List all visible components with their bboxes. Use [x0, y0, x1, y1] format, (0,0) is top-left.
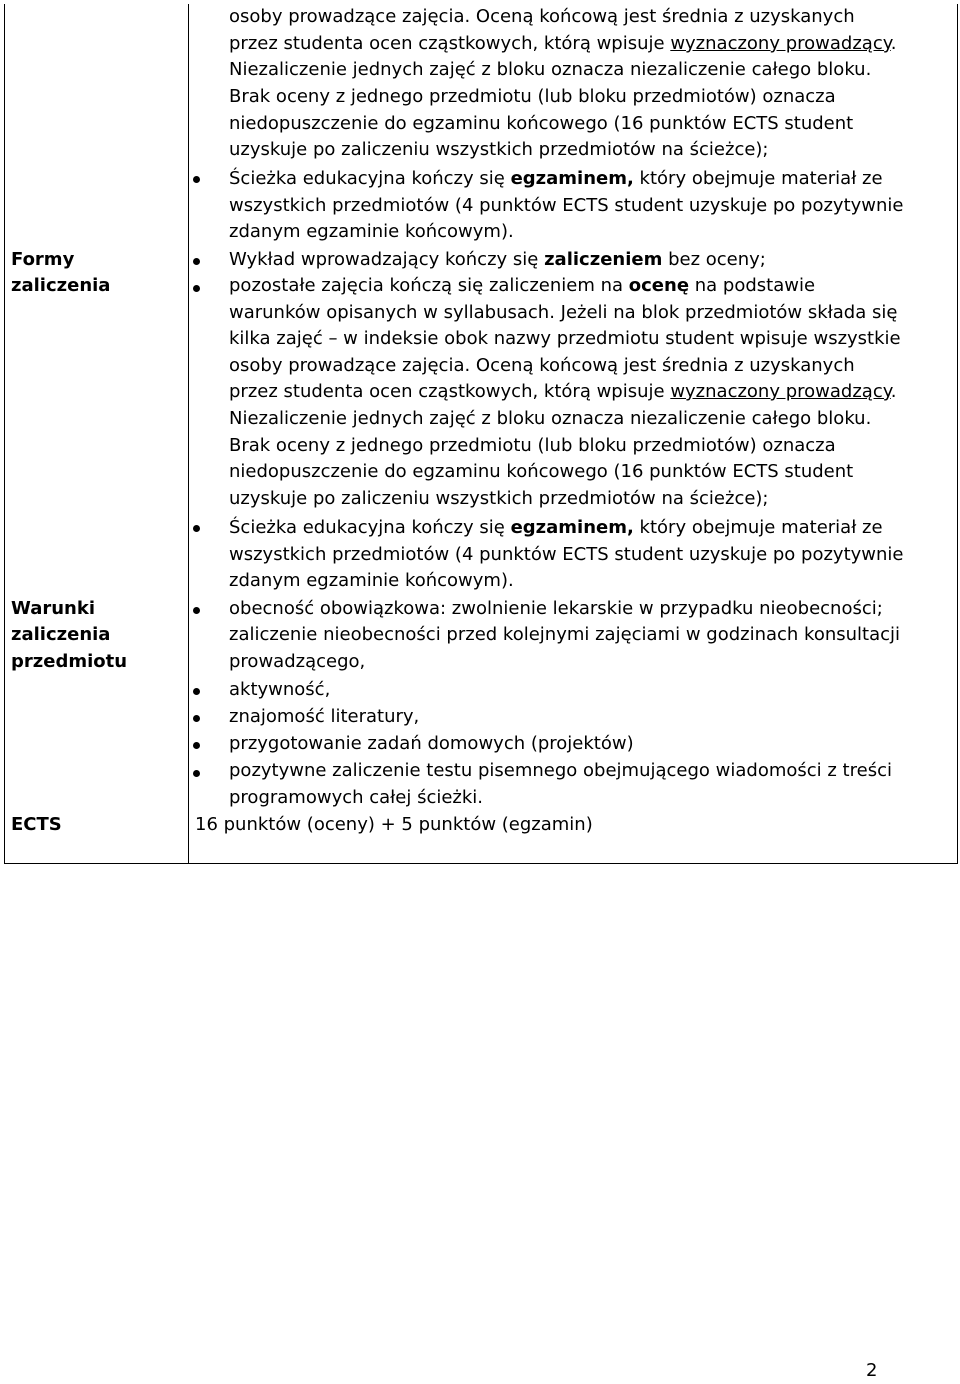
list-item: Wykład wprowadzający kończy się zaliczeniem bez oceny; [229, 249, 766, 270]
ects-value: 16 punktów (oceny) + 5 punktów (egzamin) [195, 814, 593, 835]
text-line: prowadzącego, [229, 651, 366, 672]
list-item: pozytywne zaliczenie testu pisemnego obejmującego wiadomości z treści [229, 760, 892, 781]
list-item: przygotowanie zadań domowych (projektów) [229, 733, 634, 754]
row-label: zaliczenia [11, 624, 111, 645]
bullet-icon [193, 525, 200, 532]
column-divider [188, 4, 189, 863]
text-line: zdanym egzaminie końcowym). [229, 570, 514, 591]
row-label: Warunki [11, 598, 96, 619]
text-line: osoby prowadzące zajęcia. Oceną końcową jest średnia z uzyskanych [229, 355, 855, 376]
text-line: warunków opisanych w syllabusach. Jeżeli na blok przedmiotów składa się [229, 302, 898, 323]
list-item: aktywność, [229, 679, 331, 700]
list-item: znajomość literatury, [229, 706, 420, 727]
text-line: programowych całej ścieżki. [229, 787, 484, 808]
text-line: Brak oceny z jednego przedmiotu (lub bloku przedmiotów) oznacza [229, 86, 836, 107]
text-line: zdanym egzaminie końcowym). [229, 221, 514, 242]
text-line: wszystkich przedmiotów (4 punktów ECTS student uzyskuje po pozytywnie [229, 195, 904, 216]
text-line: uzyskuje po zaliczeniu wszystkich przedmiotów na ścieżce); [229, 139, 769, 160]
bullet-icon [193, 770, 200, 777]
list-item: Ścieżka edukacyjna kończy się egzaminem, który obejmuje materiał ze [229, 168, 883, 189]
bullet-icon [193, 285, 200, 292]
list-item: Ścieżka edukacyjna kończy się egzaminem, który obejmuje materiał ze [229, 517, 883, 538]
bullet-icon [193, 176, 200, 183]
bullet-icon [193, 715, 200, 722]
text-line: kilka zajęć – w indeksie obok nazwy przedmiotu student wpisuje wszystkie [229, 328, 901, 349]
text-line: niedopuszczenie do egzaminu końcowego (16 punktów ECTS student [229, 461, 854, 482]
row-label: przedmiotu [11, 651, 128, 672]
text-line: Brak oceny z jednego przedmiotu (lub bloku przedmiotów) oznacza [229, 435, 836, 456]
text-line: Niezaliczenie jednych zajęć z bloku oznacza niezaliczenie całego bloku. [229, 408, 872, 429]
list-item: pozostałe zajęcia kończą się zaliczeniem na ocenę na podstawie [229, 275, 816, 296]
text-line: zaliczenie nieobecności przed kolejnymi zajęciami w godzinach konsultacji [229, 624, 901, 645]
text-line: wszystkich przedmiotów (4 punktów ECTS student uzyskuje po pozytywnie [229, 544, 904, 565]
text-line: osoby prowadzące zajęcia. Oceną końcową jest średnia z uzyskanych [229, 6, 855, 27]
text-line: niedopuszczenie do egzaminu końcowego (16 punktów ECTS student [229, 113, 854, 134]
list-item: obecność obowiązkowa: zwolnienie lekarskie w przypadku nieobecności; [229, 598, 883, 619]
text-line: uzyskuje po zaliczeniu wszystkich przedmiotów na ścieżce); [229, 488, 769, 509]
bullet-icon [193, 742, 200, 749]
row-label: zaliczenia [11, 275, 111, 296]
page-number: 2 [866, 1360, 878, 1381]
bullet-icon [193, 607, 200, 614]
bullet-icon [193, 258, 200, 265]
text-line: przez studenta ocen cząstkowych, którą wpisuje wyznaczony prowadzący. [229, 381, 897, 402]
row-label: Formy [11, 249, 75, 270]
text-line: przez studenta ocen cząstkowych, którą wpisuje wyznaczony prowadzący. [229, 33, 897, 54]
row-label: ECTS [11, 814, 62, 835]
bullet-icon [193, 688, 200, 695]
text-line: Niezaliczenie jednych zajęć z bloku oznacza niezaliczenie całego bloku. [229, 59, 872, 80]
